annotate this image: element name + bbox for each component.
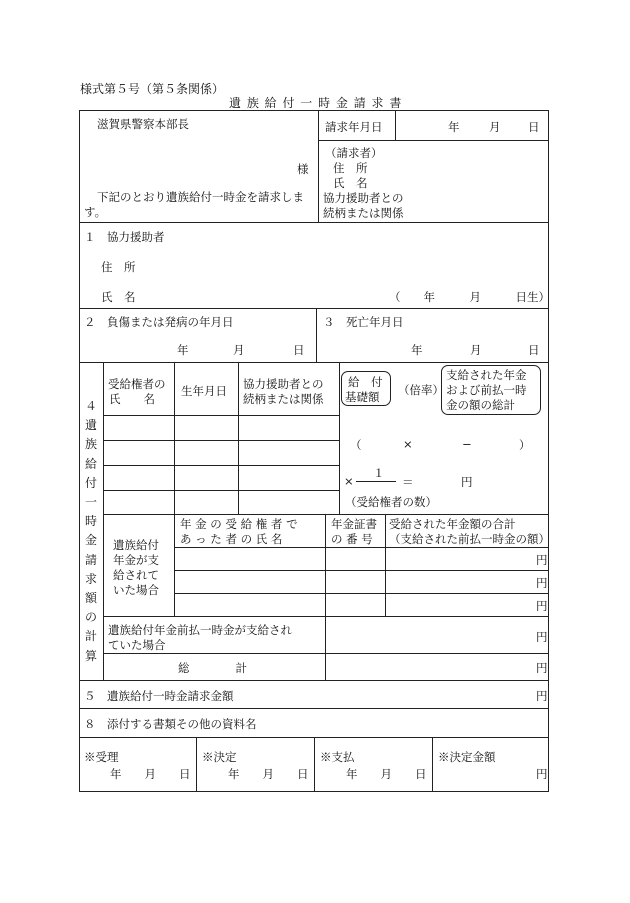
row-line-1 <box>103 415 339 416</box>
prepay-label-1: 遺族給付年金前払一時金が支給され <box>108 623 292 637</box>
request-date-label: 請求年月日 <box>325 120 383 134</box>
pension-yen-2: 円 <box>536 576 548 590</box>
cert-no-1: 年金証書 <box>331 517 377 531</box>
pension-yen-1: 円 <box>536 553 548 567</box>
sec1-birthdate[interactable]: （ 年 月 日生） <box>389 290 550 304</box>
pension-row-3 <box>174 593 549 594</box>
col-relation-2: 続柄または関係 <box>243 392 324 406</box>
pension-col-3 <box>385 514 386 616</box>
pension-col-1 <box>174 514 175 616</box>
prepay-label-2: ていた場合 <box>108 638 166 652</box>
request-month[interactable]: 月 <box>489 120 501 134</box>
total-top-line <box>103 653 549 654</box>
beneficiary-name-cell-4[interactable] <box>106 494 172 512</box>
footer-decided-yen: 円 <box>536 767 548 781</box>
formula-close: ） <box>519 438 531 452</box>
row-line-3 <box>103 465 339 466</box>
sec1-name-field[interactable]: 氏 名 <box>101 290 136 304</box>
sec2-month[interactable]: 月 <box>233 343 245 357</box>
fraction-equals: ＝ <box>402 475 414 489</box>
form-title: 遺 族 給 付 一 時 金 請 求 書 <box>229 96 403 110</box>
beneficiary-name-cell-3[interactable] <box>106 469 172 489</box>
sec1-heading: １ 協力援助者 <box>84 230 165 244</box>
section-line-2 <box>79 308 549 309</box>
pension-total-2: （支給された前払一時金の額） <box>389 532 550 546</box>
pension-yen-3: 円 <box>536 599 548 613</box>
pension-table-top <box>103 514 549 515</box>
col-beneficiary-1: 受給権者の <box>108 377 166 391</box>
multiplier-label: （倍率） <box>398 383 444 397</box>
sama-label: 様 <box>297 162 309 176</box>
footer-decided-amount: ※決定金額 <box>438 750 496 764</box>
fraction-yen: 円 <box>461 475 473 489</box>
col-relation-1: 協力援助者との <box>243 377 324 391</box>
request-day[interactable]: 日 <box>528 120 540 134</box>
prepay-yen: 円 <box>536 630 548 644</box>
fraction-bar <box>356 481 396 482</box>
section-line-5 <box>79 708 549 709</box>
sec1-address-field[interactable]: 住 所 <box>101 260 136 274</box>
fraction-times: × <box>344 474 354 488</box>
row-line-2 <box>103 440 339 441</box>
pension-row-1 <box>174 547 549 548</box>
header-divider <box>318 110 319 222</box>
total-yen: 円 <box>536 661 548 675</box>
col-line-3 <box>339 362 340 514</box>
request-text-1: 下記のとおり遺族給付一時金を請求しま <box>97 190 304 204</box>
claimant-name-field[interactable]: 氏 名 <box>333 176 368 190</box>
request-date-line <box>318 140 549 141</box>
sec4-label-divider <box>103 362 104 680</box>
footer-paid-date: 年 月 日 <box>346 767 427 781</box>
prepay-top-line <box>103 616 549 617</box>
pension-holder-1: 年 金 の 受 給 権 者 で <box>180 517 298 531</box>
pension-total-1: 受給された年金額の合計 <box>389 517 516 531</box>
sec8-heading: ８ 添付する書類その他の資料名 <box>84 717 257 731</box>
col-line-2 <box>238 362 239 514</box>
col-beneficiary-2: 氏 名 <box>109 392 155 406</box>
footer-decided: ※決定 <box>202 750 237 764</box>
section-line-1 <box>79 222 549 223</box>
formula-minus: − <box>462 437 472 451</box>
footer-received-date: 年 月 日 <box>110 767 191 781</box>
sec2-day[interactable]: 日 <box>293 343 305 357</box>
col-line-1 <box>174 362 175 514</box>
claimant-label: （請求者） <box>325 146 383 160</box>
relationship-label-1: 協力援助者との <box>323 191 404 205</box>
sec2-heading: ２ 負傷または発病の年月日 <box>84 315 234 329</box>
pension-case-2: 年金が支 <box>113 553 159 567</box>
footer-col-2 <box>314 737 315 792</box>
sec3-day[interactable]: 日 <box>528 343 540 357</box>
footer-received: ※受理 <box>84 750 119 764</box>
paid-total-2: および前払一時 <box>446 383 527 397</box>
section-line-3 <box>79 362 549 363</box>
formula-open: （ <box>350 438 362 452</box>
pension-case-3: 給されて <box>113 568 159 582</box>
sec3-month[interactable]: 月 <box>470 343 482 357</box>
footer-paid: ※支払 <box>320 750 355 764</box>
fraction-numerator: １ <box>373 466 385 480</box>
footer-col-3 <box>432 737 433 792</box>
footer-col-1 <box>196 737 197 792</box>
cert-no-2: の 番 号 <box>331 532 373 546</box>
footer-decided-date: 年 月 日 <box>228 767 309 781</box>
sec3-heading: ３ 死亡年月日 <box>323 315 404 329</box>
beneficiary-count-label: （受給権者の数） <box>345 495 437 509</box>
pension-holder-2: あ っ た 者 の 氏 名 <box>180 532 283 546</box>
pension-case-1: 遺族給付 <box>113 538 159 552</box>
relationship-label-2[interactable]: 続柄または関係 <box>323 206 404 220</box>
pension-col-2 <box>325 514 326 680</box>
pension-row-2 <box>174 570 549 571</box>
claimant-address-field[interactable]: 住 所 <box>333 161 368 175</box>
beneficiary-name-cell-1[interactable] <box>106 419 172 439</box>
sec5-heading: ５ 遺族給付一時金請求金額 <box>84 689 234 703</box>
sec2-year[interactable]: 年 <box>177 343 189 357</box>
base-amount-1: 給 付 <box>348 375 383 389</box>
col-birthdate: 生年月日 <box>181 384 227 398</box>
beneficiary-name-cell-2[interactable] <box>106 444 172 464</box>
form-number: 様式第５号（第５条関係） <box>80 82 225 96</box>
formula-times: × <box>403 437 413 451</box>
sec4-vertical-label: ４遺族給付一時金請求額の計算 <box>84 399 97 663</box>
request-text-2: す。 <box>84 205 107 219</box>
total-label: 総 計 <box>178 661 247 675</box>
sec23-divider <box>316 308 317 362</box>
paid-total-1: 支給された年金 <box>446 368 527 382</box>
pension-case-4: いた場合 <box>113 583 159 597</box>
sec3-year[interactable]: 年 <box>411 343 423 357</box>
row-line-4 <box>103 490 339 491</box>
request-year[interactable]: 年 <box>448 120 460 134</box>
addressee: 滋賀県警察本部長 <box>97 117 189 131</box>
base-amount-2: 基礎額 <box>345 390 380 404</box>
paid-total-3: 金の額の総計 <box>446 398 515 412</box>
request-date-divider <box>395 110 396 140</box>
sec5-yen[interactable]: 円 <box>536 689 548 703</box>
section-line-4 <box>79 680 549 681</box>
